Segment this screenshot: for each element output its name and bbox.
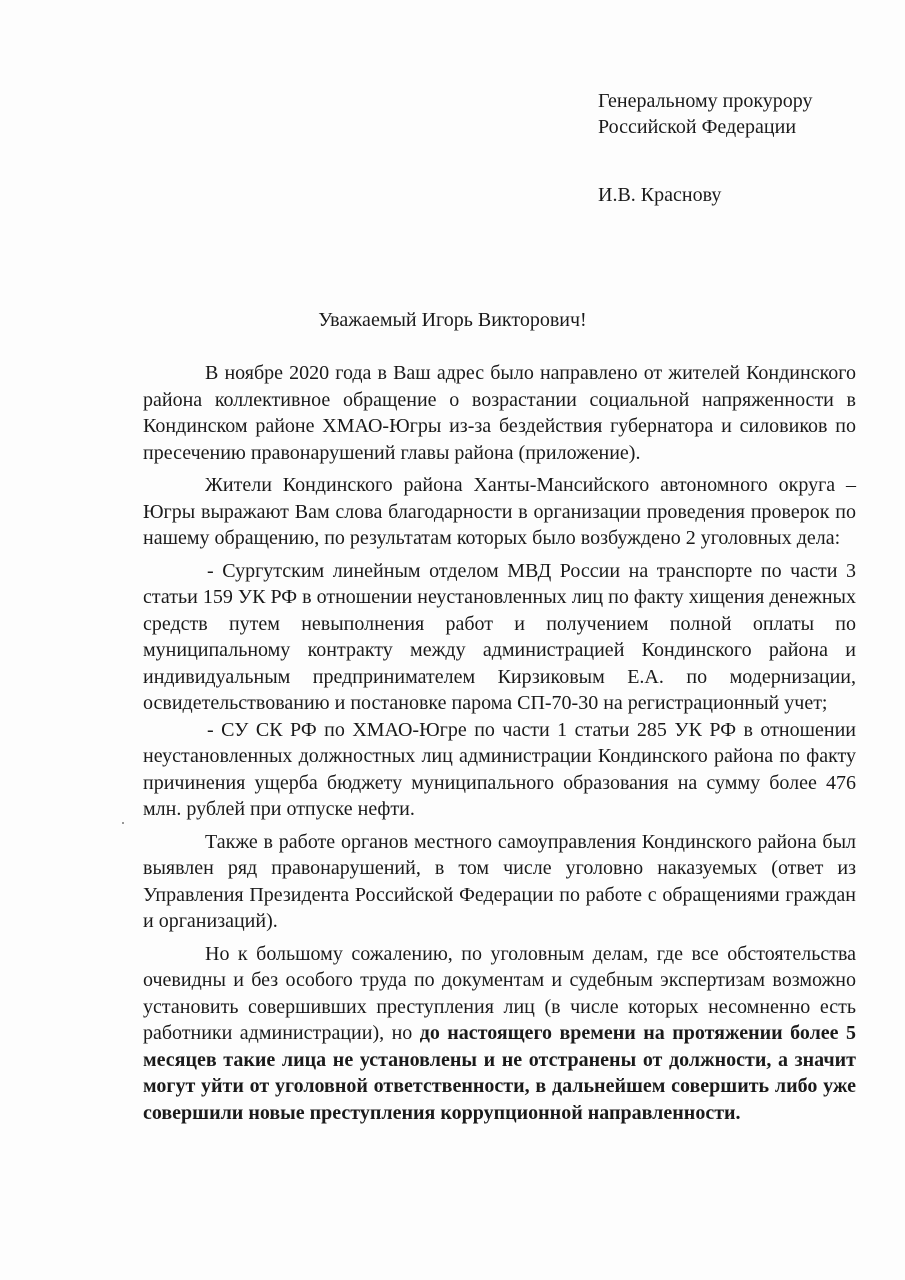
greeting: Уважаемый Игорь Викторович!: [318, 309, 587, 331]
letter-body: [143, 360, 856, 1126]
addressee-block: [598, 88, 813, 208]
paragraph-4-bold-text: до настоящего времени на протяжении более 5 месяцев такие лица не установлены и не отстранены от должности, а значит могут уйти от уголовной ответственности, в дальнейшем совершить либо уже совершили новые преступления коррупционной направленности.: [143, 1022, 856, 1124]
addressee-country: Российской Федерации: [598, 116, 797, 138]
paragraph-4-text: Но к большому сожалению, по уголовным делам, где все обстоятельства очевидны и без особого труда по документам и судебным экспертизам возможно установить совершивших преступления лиц (в числе которых несомненно есть работники администрации), но: [143, 942, 856, 1044]
list-item-1: - Сургутским линейным отделом МВД России на транспорте по части 3 статьи 159 УК РФ в отношении неустановленных лиц по факту хищения денежных средств путем невыполнения работ и получением полной оплаты по муниципальному контракту между администрацией Кондинского района и индивидуальным предпринимателем Кирзиковым Е.А. по модернизации, освидетельствованию и постановке парома СП-70-30 на регистрационный учет;: [143, 559, 856, 714]
paragraph-1: В ноябре 2020 года в Ваш адрес было направлено от жителей Кондинского района коллективное обращение о возрастании социальной напряженности в Кондинском районе ХМАО-Югры из-за бездействия губернатора и силовиков по пресечению правонарушений главы района (приложение).: [143, 362, 856, 464]
paragraph-2: Жители Кондинского района Ханты-Мансийского автономного округа – Югры выражают Вам слова благодарности в организации проведения проверок по нашему обращению, по результатам которых было возбуждено 2 уголовных дела:: [143, 474, 856, 549]
paragraph-4: [143, 941, 856, 1127]
addressee-title: Генеральному прокурору: [598, 90, 813, 112]
scan-speck: [122, 822, 124, 824]
addressee-name: И.В. Краснову: [598, 184, 722, 206]
list-item-2: - СУ СК РФ по ХМАО-Югре по части 1 статьи 285 УК РФ в отношении неустановленных должностных лиц администрации Кондинского района по факту причинения ущерба бюджету муниципального образования на сумму более 476 млн. рублей при отпуске нефти.: [143, 718, 856, 820]
paragraph-3: Также в работе органов местного самоуправления Кондинского района был выявлен ряд правонарушений, в том числе уголовно наказуемых (ответ из Управления Президента Российской Федерации по работе с обращениями граждан и организаций).: [143, 830, 856, 932]
